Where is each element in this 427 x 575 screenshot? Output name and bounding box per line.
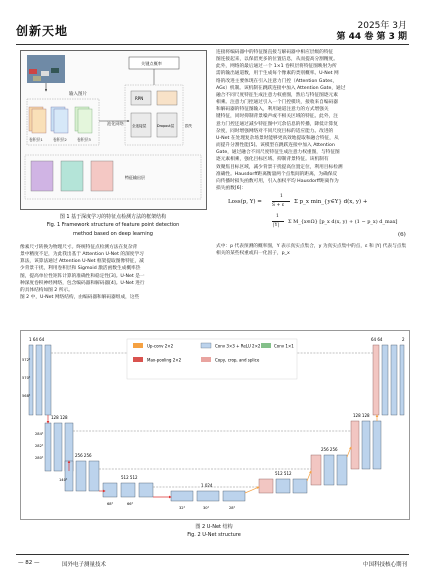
decoder-level-1	[373, 345, 404, 415]
size-label: 282²	[35, 444, 44, 448]
size-label: 284²	[35, 432, 44, 436]
output-map	[91, 161, 113, 191]
size-label: 32²	[179, 506, 186, 510]
figure-1-diagram	[21, 51, 206, 209]
size-label: 30²	[203, 506, 210, 510]
size-label: 140²	[59, 478, 68, 482]
upconv-arrow	[347, 447, 351, 457]
after-equation-text: 式中：p 代表预测的概率图，Y 表示真实点集合，y 为真实点集中的点，ε 和 |Y| 代表与点集相关的某些权重或归一化因子，p_x	[216, 244, 407, 256]
attention-box	[157, 91, 177, 105]
page-number: — 82 —	[18, 560, 40, 566]
figure-1-caption-en: Fig. 1 Framework structure of feature point detection	[46, 222, 180, 228]
channel-label: 512 512	[275, 471, 292, 476]
figure-1	[20, 50, 207, 210]
legend-label: Conv 1×1	[274, 343, 294, 349]
channel-label: 128 128	[51, 415, 68, 420]
size-label: 28²	[229, 506, 236, 510]
header-rule	[16, 44, 409, 45]
encoder-level-3	[65, 461, 99, 491]
fraction-bar	[272, 201, 290, 202]
text-line: 损失函数[6]：	[216, 185, 247, 191]
encoder-level-1	[29, 345, 51, 415]
text-line: 的具体结构如图 2 所示。	[20, 287, 73, 293]
text-line: 向传播时损失函数可用，引入加权平均 Hausdorff距离作为	[216, 178, 339, 184]
scale-label: 卷积层1	[29, 137, 43, 142]
size-label: 68²	[107, 502, 114, 506]
output-text-label: 特征输出层	[125, 175, 145, 180]
text-line: 杂度，同时增强网络对不同尺度目标的适应能力。改进的	[216, 128, 334, 134]
figure-2	[20, 330, 410, 520]
size-label: 570²	[22, 376, 31, 380]
channel-label: 512 512	[121, 475, 138, 480]
right-column-text	[216, 49, 410, 192]
dropout-label: Dropout层	[157, 124, 175, 128]
legend-swatch	[133, 357, 143, 362]
equation-number: (6)	[398, 232, 406, 238]
upconv-arrow	[245, 487, 259, 493]
channel-label: 128 128	[353, 413, 370, 418]
channel-label: 2	[402, 337, 405, 342]
encoder-label: 池化网络	[107, 121, 124, 126]
text-line: 算法，该算法通过 Attention U-Net 框架提取图像特征，减	[20, 259, 144, 265]
size-label: 66²	[127, 502, 134, 506]
issue-date: 2025年 3月	[357, 21, 407, 31]
channel-label: 64 64	[371, 337, 383, 342]
legend-swatch	[261, 343, 271, 348]
car-shape	[41, 71, 49, 76]
text-line: 图 2 中，U-Net 网络结构，由编码器和解码器组成，这些	[20, 295, 140, 301]
bottleneck	[171, 491, 245, 501]
conv-stack	[29, 107, 92, 133]
figure-2-caption-en: Fig. 2 U-Net structure	[187, 532, 241, 538]
equation-lhs: Loss(p, Y) =	[228, 199, 262, 205]
text-line: 逐元素相乘，强化目标区域、抑制背景特征。该机制有	[216, 157, 329, 163]
loss-label: 损失	[185, 124, 193, 128]
legend-label: Copy, crop, and splice	[215, 357, 260, 363]
decoder-level-3	[311, 455, 347, 485]
size-label: 572²	[22, 358, 31, 362]
text-line: 而提升分割性能[5]。该模型在跳跃连接中加入 Attention	[216, 143, 335, 149]
channel-label: 256 256	[321, 447, 338, 452]
legend-label: Max-pooling 2×2	[147, 357, 182, 363]
figure-1-caption-en-2: method based on deep learning	[73, 231, 153, 237]
footer-journal: 国外电子测量技术	[62, 562, 107, 568]
footer-rule	[16, 554, 409, 555]
output-map	[31, 161, 53, 191]
upconv-arrow	[307, 471, 311, 481]
left-column-text	[20, 244, 210, 301]
figure-1-caption-zh: 图 1 基于深度学习的特征点检测方法的框架结构	[59, 214, 167, 220]
text-line: Gate，通过融合不同尺度特征生成注意力权重图，与特征图	[216, 150, 340, 156]
figure-2-caption-zh: 图 2 U-Net 结构	[195, 524, 233, 530]
text-line: 和解码器的特征图输入，利用通道注意力的方式增强关	[216, 107, 329, 113]
text-line: 种深度卷积神经网络，包含编码器和解码器[4]。U-Net 进行	[20, 280, 145, 286]
encoder-level-4	[103, 483, 153, 497]
text-line: 景中精度不足，为此我出基于 Attention U-Net 的深度学习	[20, 252, 144, 258]
text-line: 效聚焦目标区域，减少背景干扰提高位置定位，利用目标检测	[216, 164, 343, 170]
legend	[127, 339, 297, 379]
equation-term1: Σ p_x min_{y∈Y} d(x, y) +	[294, 199, 368, 205]
unet-diagram	[21, 331, 409, 519]
legend-label: Up-conv 2×2	[147, 343, 174, 349]
issue-volume: 第 44 卷 第 3 期	[336, 32, 407, 42]
size-label: 568²	[22, 394, 31, 398]
text-line: 融合不同尺度特征生成注意力权重图，然后与特征图逐元素	[216, 92, 338, 98]
text-line: 准确性。Hausdorff距离衡量两个点集间的距离，为确保反	[216, 171, 338, 177]
scale-label: 卷积层3	[77, 137, 91, 142]
decoder-level-2	[351, 421, 381, 469]
journal-logo: 创新天地	[16, 24, 69, 38]
channel-label: 256 256	[75, 453, 92, 458]
text-line: 此外，网络的最后通过一个 1×1 卷积层将特征图映射为所	[216, 64, 337, 70]
text-line: 像素尺寸转换为物理尺寸。终统特征点检测方法在复杂背	[20, 245, 138, 250]
footer-right: 中国科技核心期刊	[362, 562, 407, 568]
legend-swatch	[201, 357, 211, 362]
legend-label: Conv 3×3 + ReLU 2×2	[215, 343, 261, 349]
rpn-label: RPN	[135, 96, 144, 101]
fc-label: 全连接层	[132, 124, 147, 128]
text-line: 需的输出通道数，用于生成每个像素的类别概率。U-Net 网	[216, 71, 339, 77]
fraction-bar	[272, 221, 284, 222]
output-map	[61, 161, 83, 191]
text-line: 图连接起来，以保留更多的位置信息，从而提高分割精度。	[216, 57, 338, 63]
car-shape	[29, 69, 37, 74]
size-label: 280²	[35, 456, 44, 460]
equation-frac2-num: 1	[276, 214, 279, 219]
channel-label: 1 64 64	[29, 337, 45, 342]
text-line: 络的改进主要体现在引入注意力门控（Attention Gates，	[216, 78, 338, 84]
equation-term2: Σ M_{x∈Ω} [p_x d(x, y) + (1 − p_x) d_max]	[288, 219, 398, 225]
equation-frac1-den: S + ε	[272, 203, 285, 208]
text-line: AGs）机制。该机制在跳跃连接中加入 Attention Gate，通过	[216, 85, 346, 91]
text-line: U-Net 在处理复杂场景时能够更高效地提取和融合特征，从	[216, 135, 339, 141]
text-line: 图，提高单位性矩阵计算的准确性和稳定性[3]。U-Net 是一	[20, 273, 145, 279]
text-line: 意力门控还通过减少特征图中冗余信息的传播，降低计算复	[216, 121, 338, 127]
legend-swatch	[133, 343, 143, 348]
scale-label: 卷积层2	[53, 137, 67, 142]
car-shape	[33, 76, 41, 81]
input-label: 输入图片	[69, 92, 87, 97]
decoder-level-4	[259, 479, 307, 493]
text-line: 相乘。注意力门控通过引入一个门控模块，接收来自编码器	[216, 100, 338, 106]
equation-frac1-num: 1	[280, 194, 283, 199]
equation-frac2-den: |Y|	[273, 223, 280, 228]
text-line: 少背景干扰，利用卷积层和 Sigmoid 激活函数生成概率热	[20, 266, 141, 272]
keypoint-prob-label: 关键点概率	[141, 61, 162, 66]
legend-swatch	[201, 343, 211, 348]
car-shape	[51, 68, 59, 73]
text-line: 键特征，同时抑制背景噪声或不相关区域的特征。此外，注	[216, 114, 338, 120]
channel-label: 1 024	[201, 483, 213, 488]
text-line: 连接将编码器中的特征图直接与解码器中相应层级的特征	[216, 50, 334, 55]
